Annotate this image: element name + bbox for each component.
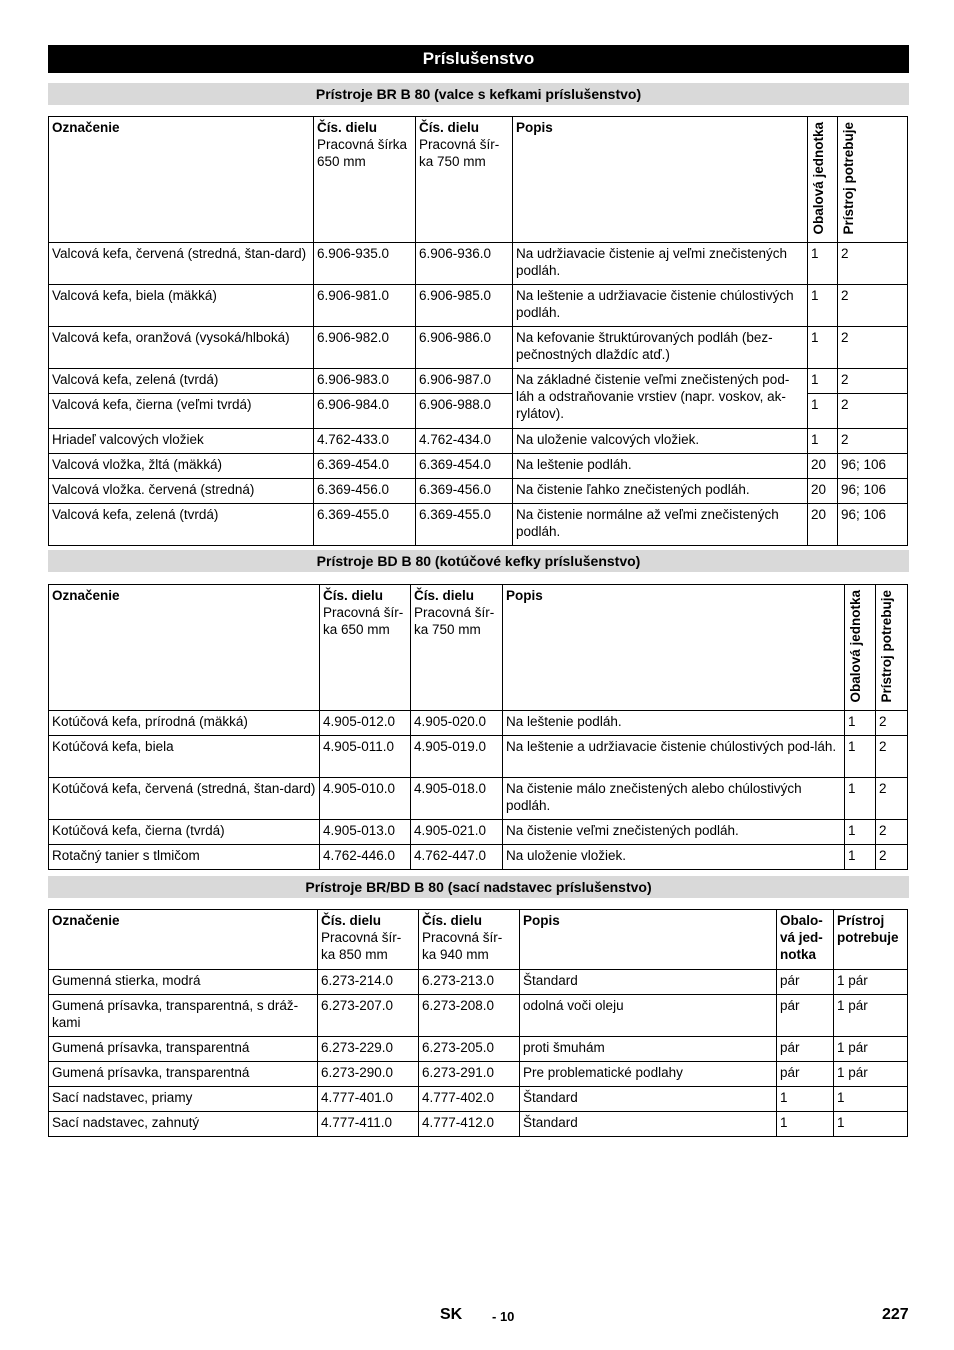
table-row	[49, 1087, 908, 1112]
table-row	[49, 995, 908, 1037]
cell-req: 2	[838, 394, 908, 429]
cell-desc: Na čistenie normálne až veľmi znečistených podláh.	[513, 504, 808, 546]
footer-section-page: - 10	[492, 1309, 515, 1324]
cell-part1: 4.762-433.0	[314, 429, 416, 454]
cell-part2: 4.905-021.0	[411, 820, 503, 845]
cell-desc: Na leštenie podláh.	[513, 454, 808, 479]
cell-req: 1	[834, 1087, 908, 1112]
cell-desc: Na uloženie vložiek.	[503, 845, 845, 870]
cell-part1: 4.905-013.0	[320, 820, 411, 845]
cell-part2: 6.906-986.0	[416, 327, 513, 369]
cell-part2: 6.273-208.0	[419, 995, 520, 1037]
cell-desc: Štandard	[520, 1112, 777, 1137]
cell-name: Valcová kefa, zelená (tvrdá)	[49, 369, 314, 394]
cell-unit: 1	[845, 736, 876, 778]
cell-req: 96; 106	[838, 504, 908, 546]
cell-part2: 4.762-434.0	[416, 429, 513, 454]
table-row	[49, 1112, 908, 1137]
cell-name: Gumená prísavka, transparentná	[49, 1037, 318, 1062]
col-header-part2-sub: Pracovná šír-ka 940 mm	[422, 930, 503, 962]
cell-unit: pár	[777, 995, 834, 1037]
cell-req: 2	[876, 778, 908, 820]
cell-name: Gumená prísavka, transparentná	[49, 1062, 318, 1087]
cell-unit: 1	[808, 369, 838, 394]
col-header-unit: Obalová jednotka	[848, 590, 863, 703]
table-br-b80-rollers	[48, 116, 908, 546]
cell-req: 1 pár	[834, 1037, 908, 1062]
cell-part1: 6.369-454.0	[314, 454, 416, 479]
cell-unit: 1	[845, 845, 876, 870]
cell-desc: Na leštenie a udržiavacie čistenie chúlostivých podláh.	[513, 285, 808, 327]
cell-part2: 4.762-447.0	[411, 845, 503, 870]
footer-page-number: 227	[882, 1306, 909, 1323]
table-row	[49, 454, 908, 479]
cell-unit: pár	[777, 1062, 834, 1087]
cell-part1: 6.273-229.0	[318, 1037, 419, 1062]
cell-part1: 6.906-982.0	[314, 327, 416, 369]
cell-desc: Na udržiavacie čistenie aj veľmi znečistených podláh.	[513, 243, 808, 285]
cell-req: 96; 106	[838, 454, 908, 479]
cell-part1: 4.777-401.0	[318, 1087, 419, 1112]
col-header-part1: Čís. dielu	[317, 120, 378, 135]
col-header-req: Prístroj potrebuje	[837, 913, 899, 945]
footer-language: SK	[440, 1306, 463, 1323]
cell-desc: Na leštenie podláh.	[503, 711, 845, 736]
cell-part2: 6.273-213.0	[419, 970, 520, 995]
cell-part2: 6.369-456.0	[416, 479, 513, 504]
col-header-part2: Čís. dielu	[422, 913, 483, 928]
cell-part1: 4.905-010.0	[320, 778, 411, 820]
cell-part1: 6.273-207.0	[318, 995, 419, 1037]
cell-part1: 4.762-446.0	[320, 845, 411, 870]
cell-name: Valcová kefa, zelená (tvrdá)	[49, 504, 314, 546]
table-row	[49, 504, 908, 546]
cell-part2: 6.273-291.0	[419, 1062, 520, 1087]
cell-part2: 4.905-020.0	[411, 711, 503, 736]
cell-part2: 6.369-454.0	[416, 454, 513, 479]
col-header-part1: Čís. dielu	[323, 588, 384, 603]
cell-part1: 6.906-983.0	[314, 369, 416, 394]
cell-req: 1	[834, 1112, 908, 1137]
cell-name: Sací nadstavec, priamy	[49, 1087, 318, 1112]
cell-unit: 20	[808, 454, 838, 479]
col-header-req: Prístroj potrebuje	[841, 122, 856, 235]
col-header-unit: Obalo-vá jed-notka	[780, 913, 823, 962]
cell-unit: 1	[845, 820, 876, 845]
section-heading-bd-b80: Prístroje BD B 80 (kotúčové kefky príslušenstvo)	[48, 550, 909, 572]
cell-desc: Na čistenie veľmi znečistených podláh.	[503, 820, 845, 845]
col-header-desc: Popis	[506, 588, 543, 603]
cell-desc: Pre problematické podlahy	[520, 1062, 777, 1087]
cell-unit: 1	[808, 429, 838, 454]
table-row	[49, 285, 908, 327]
cell-name: Hriadeľ valcových vložiek	[49, 429, 314, 454]
table-row	[49, 970, 908, 995]
cell-unit: pár	[777, 1037, 834, 1062]
cell-name: Valcová kefa, červená (stredná, štan-dard)	[49, 243, 314, 285]
table-row	[49, 778, 908, 820]
cell-part2: 4.905-018.0	[411, 778, 503, 820]
col-header-desc: Popis	[516, 120, 553, 135]
cell-req: 1 pár	[834, 1062, 908, 1087]
cell-part1: 6.273-214.0	[318, 970, 419, 995]
col-header-part1-sub: Pracovná šírka 650 mm	[317, 137, 408, 169]
cell-name: Valcová kefa, biela (mäkká)	[49, 285, 314, 327]
table-row	[49, 736, 908, 778]
cell-unit: pár	[777, 970, 834, 995]
cell-req: 96; 106	[838, 479, 908, 504]
col-header-part2-sub: Pracovná šír-ka 750 mm	[419, 137, 500, 169]
cell-part2: 4.905-019.0	[411, 736, 503, 778]
cell-name: Gumená prísavka, transparentná, s dráž-kami	[49, 995, 318, 1037]
col-header-unit: Obalová jednotka	[811, 122, 826, 235]
col-header-name: Označenie	[52, 913, 120, 928]
table-header-row	[49, 585, 908, 711]
cell-part2: 6.906-988.0	[416, 394, 513, 429]
cell-desc: Na leštenie a udržiavacie čistenie chúlostivých pod-láh.	[503, 736, 845, 778]
cell-unit: 1	[845, 778, 876, 820]
cell-unit: 1	[777, 1087, 834, 1112]
table-row	[49, 429, 908, 454]
cell-desc: Na čistenie málo znečistených alebo chúlostivých podláh.	[503, 778, 845, 820]
cell-name: Kotúčová kefa, prírodná (mäkká)	[49, 711, 320, 736]
cell-req: 2	[876, 736, 908, 778]
table-suction-accessories	[48, 909, 908, 1137]
cell-req: 2	[838, 429, 908, 454]
cell-name: Valcová kefa, oranžová (vysoká/hlboká)	[49, 327, 314, 369]
cell-part1: 4.777-411.0	[318, 1112, 419, 1137]
col-header-part1: Čís. dielu	[321, 913, 382, 928]
cell-part2: 6.906-936.0	[416, 243, 513, 285]
cell-desc: Na kefovanie štruktúrovaných podláh (bez-pečnostných dlaždíc atď.)	[513, 327, 808, 369]
cell-unit: 1	[808, 327, 838, 369]
cell-name: Kotúčová kefa, čierna (tvrdá)	[49, 820, 320, 845]
cell-unit: 1	[808, 243, 838, 285]
cell-desc: Štandard	[520, 970, 777, 995]
col-header-name: Označenie	[52, 588, 120, 603]
table-row	[49, 243, 908, 285]
col-header-part2: Čís. dielu	[419, 120, 480, 135]
cell-desc: Na základné čistenie veľmi znečistených pod-láh a odstraňovanie vrstiev (napr. voskov, ak-rylátov).	[513, 369, 808, 429]
cell-req: 2	[838, 285, 908, 327]
cell-unit: 1	[777, 1112, 834, 1137]
cell-part1: 6.906-984.0	[314, 394, 416, 429]
table-row	[49, 1062, 908, 1087]
table-row	[49, 479, 908, 504]
cell-name: Kotúčová kefa, červená (stredná, štan-dard)	[49, 778, 320, 820]
cell-desc: Na uloženie valcových vložiek.	[513, 429, 808, 454]
table-header-row	[49, 117, 908, 243]
cell-part1: 6.369-455.0	[314, 504, 416, 546]
cell-unit: 1	[845, 711, 876, 736]
cell-req: 2	[838, 369, 908, 394]
page-title: Príslušenstvo	[48, 45, 909, 73]
cell-part2: 6.906-987.0	[416, 369, 513, 394]
cell-name: Valcová kefa, čierna (veľmi tvrdá)	[49, 394, 314, 429]
col-header-part2-sub: Pracovná šír-ka 750 mm	[414, 605, 495, 637]
cell-part1: 6.273-290.0	[318, 1062, 419, 1087]
cell-req: 1 pár	[834, 970, 908, 995]
cell-desc: Štandard	[520, 1087, 777, 1112]
cell-name: Valcová vložka. červená (stredná)	[49, 479, 314, 504]
cell-name: Kotúčová kefa, biela	[49, 736, 320, 778]
cell-part1: 6.369-456.0	[314, 479, 416, 504]
cell-name: Gumenná stierka, modrá	[49, 970, 318, 995]
col-header-part2: Čís. dielu	[414, 588, 475, 603]
cell-desc: Na čistenie ľahko znečistených podláh.	[513, 479, 808, 504]
col-header-part1-sub: Pracovná šír-ka 850 mm	[321, 930, 402, 962]
table-row	[49, 711, 908, 736]
cell-part1: 4.905-011.0	[320, 736, 411, 778]
table-row	[49, 845, 908, 870]
cell-part2: 6.369-455.0	[416, 504, 513, 546]
cell-req: 1 pár	[834, 995, 908, 1037]
cell-unit: 20	[808, 479, 838, 504]
col-header-name: Označenie	[52, 120, 120, 135]
cell-desc: odolná voči oleju	[520, 995, 777, 1037]
cell-part2: 4.777-402.0	[419, 1087, 520, 1112]
cell-part1: 4.905-012.0	[320, 711, 411, 736]
cell-part1: 6.906-935.0	[314, 243, 416, 285]
col-header-part1-sub: Pracovná šír-ka 650 mm	[323, 605, 404, 637]
table-row	[49, 369, 908, 394]
col-header-desc: Popis	[523, 913, 560, 928]
cell-req: 2	[838, 327, 908, 369]
table-row	[49, 820, 908, 845]
cell-part2: 4.777-412.0	[419, 1112, 520, 1137]
cell-part2: 6.906-985.0	[416, 285, 513, 327]
cell-desc: proti šmuhám	[520, 1037, 777, 1062]
table-row	[49, 1037, 908, 1062]
table-row	[49, 327, 908, 369]
cell-unit: 20	[808, 504, 838, 546]
cell-req: 2	[876, 711, 908, 736]
table-bd-b80-discs	[48, 584, 908, 870]
section-heading-br-bd-b80: Prístroje BR/BD B 80 (sací nadstavec príslušenstvo)	[48, 876, 909, 898]
cell-unit: 1	[808, 394, 838, 429]
cell-req: 2	[876, 820, 908, 845]
section-heading-br-b80: Prístroje BR B 80 (valce s kefkami príslušenstvo)	[48, 83, 909, 105]
cell-unit: 1	[808, 285, 838, 327]
cell-name: Rotačný tanier s tlmičom	[49, 845, 320, 870]
table-header-row	[49, 910, 908, 970]
cell-part1: 6.906-981.0	[314, 285, 416, 327]
col-header-req: Prístroj potrebuje	[879, 590, 894, 703]
cell-name: Valcová vložka, žltá (mäkká)	[49, 454, 314, 479]
cell-req: 2	[838, 243, 908, 285]
cell-part2: 6.273-205.0	[419, 1037, 520, 1062]
cell-name: Sací nadstavec, zahnutý	[49, 1112, 318, 1137]
cell-req: 2	[876, 845, 908, 870]
